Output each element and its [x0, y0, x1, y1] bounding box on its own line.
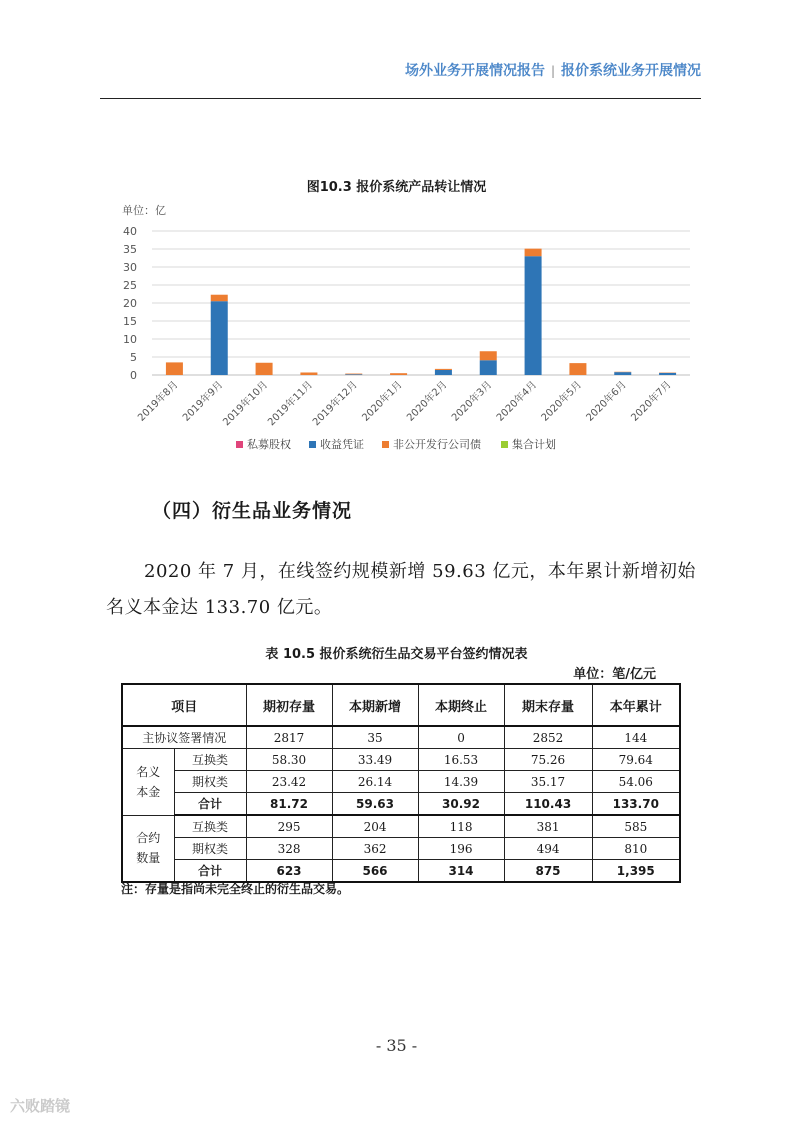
legend-swatch	[501, 441, 508, 448]
cell: 14.39	[418, 771, 504, 793]
header-item: 项目	[122, 684, 246, 726]
y-axis-label: 单位：亿	[122, 204, 166, 217]
y-tick-label: 10	[123, 333, 137, 346]
cell: 2817	[246, 726, 332, 749]
header-opening: 期初存量	[246, 684, 332, 726]
header-separator: |	[550, 64, 555, 78]
group-label-line: 数量	[136, 851, 161, 866]
bar-segment	[480, 360, 497, 375]
bar-segment	[569, 363, 586, 375]
cell: 0	[418, 726, 504, 749]
page-number: - 35 -	[375, 1036, 418, 1055]
row-label: 合计	[174, 860, 246, 883]
chart-title: 图10.3 报价系统产品转让情况	[306, 180, 487, 195]
cell: 295	[246, 815, 332, 838]
x-tick-label: 2020年2月	[405, 379, 450, 424]
bar-segment	[614, 372, 631, 375]
legend-label: 私募股权	[247, 438, 291, 451]
table-title: 表 10.5 报价系统衍生品交易平台签约情况表	[265, 647, 528, 662]
y-tick-label: 35	[123, 243, 137, 256]
y-tick-label: 0	[130, 369, 137, 382]
y-tick-label: 20	[123, 297, 137, 310]
bar-segment	[390, 373, 407, 375]
cell: 2852	[504, 726, 592, 749]
legend-swatch	[309, 441, 316, 448]
cell: 133.70	[592, 793, 680, 816]
x-tick-label: 2019年12月	[310, 379, 360, 429]
cell: 35.17	[504, 771, 592, 793]
x-tick-label: 2020年3月	[449, 379, 495, 424]
table-total-row	[122, 793, 680, 816]
cell: 204	[332, 815, 418, 838]
bar-segment	[345, 374, 362, 375]
cell: 810	[592, 838, 680, 860]
cell: 54.06	[592, 771, 680, 793]
row-label: 期权类	[174, 838, 246, 860]
cell: 1,395	[592, 860, 680, 883]
table-total-row	[122, 860, 680, 883]
x-tick-label: 2020年1月	[360, 379, 405, 424]
body-paragraph: 2020 年 7 月，在线签约规模新增 59.63 亿元，本年累计新增初始名义本金达 133.70 亿元。	[106, 561, 696, 618]
cell: 58.30	[246, 749, 332, 771]
x-tick-label: 2020年5月	[539, 379, 585, 424]
row-label: 期权类	[174, 771, 246, 793]
bar-segment	[300, 372, 317, 375]
cell: 35	[332, 726, 418, 749]
table-row	[122, 749, 680, 771]
header-closing: 期末存量	[504, 684, 592, 726]
cell: 30.92	[418, 793, 504, 816]
row-label: 主协议签署情况	[122, 726, 246, 749]
cell: 623	[246, 860, 332, 883]
table-row	[122, 838, 680, 860]
bar-segment	[435, 369, 452, 370]
cell: 23.42	[246, 771, 332, 793]
row-label: 互换类	[174, 749, 246, 771]
header-new: 本期新增	[332, 684, 418, 726]
bar-segment	[525, 256, 542, 375]
bar-segment	[211, 295, 228, 301]
cell: 110.43	[504, 793, 592, 816]
cell: 26.14	[332, 771, 418, 793]
x-tick-label: 2019年8月	[136, 379, 181, 424]
cell: 33.49	[332, 749, 418, 771]
y-tick-label: 40	[123, 225, 137, 238]
bar-segment	[345, 374, 362, 375]
section-heading: （四）衍生品业务情况	[152, 500, 353, 522]
cell: 875	[504, 860, 592, 883]
bar-segment	[211, 301, 228, 375]
header-terminated: 本期终止	[418, 684, 504, 726]
y-tick-label: 30	[123, 261, 137, 274]
table-header-row	[122, 684, 680, 726]
cell: 79.64	[592, 749, 680, 771]
y-tick-label: 25	[123, 279, 137, 292]
row-label: 合计	[174, 793, 246, 816]
cell: 144	[592, 726, 680, 749]
cell: 16.53	[418, 749, 504, 771]
x-tick-label: 2020年4月	[494, 379, 540, 424]
bar-segment	[435, 370, 452, 375]
derivatives-table	[121, 683, 681, 883]
table-note: 注：存量是指尚未完全终止的衍生品交易。	[121, 882, 350, 896]
cell: 59.63	[332, 793, 418, 816]
group-label-line: 名义	[136, 764, 161, 779]
group-label-line: 本金	[136, 784, 161, 799]
cell: 314	[418, 860, 504, 883]
legend-swatch	[236, 441, 243, 448]
cell: 328	[246, 838, 332, 860]
header-left-title: 场外业务开展情况报告	[404, 63, 545, 79]
group-label-contracts	[122, 815, 174, 882]
cell: 381	[504, 815, 592, 838]
x-tick-label: 2019年9月	[180, 379, 226, 424]
table-row	[122, 815, 680, 838]
legend-swatch	[382, 441, 389, 448]
x-tick-label: 2019年11月	[266, 379, 316, 429]
legend-label: 集合计划	[512, 438, 556, 451]
cell: 75.26	[504, 749, 592, 771]
y-tick-label: 15	[123, 315, 137, 328]
cell: 566	[332, 860, 418, 883]
header-ytd: 本年累计	[592, 684, 680, 726]
x-tick-label: 2019年10月	[221, 379, 271, 429]
cell: 494	[504, 838, 592, 860]
group-label-line: 合约	[136, 831, 161, 846]
bar-segment	[256, 363, 273, 375]
legend-label: 非公开发行公司债	[393, 438, 481, 451]
y-tick-label: 5	[130, 351, 137, 364]
header-right-title: 报价系统业务开展情况	[561, 63, 701, 79]
bar-segment	[659, 373, 676, 375]
group-label-notional	[122, 749, 174, 816]
cell: 585	[592, 815, 680, 838]
cell: 196	[418, 838, 504, 860]
watermark-logo: 六败踏镜	[10, 1097, 71, 1115]
table-unit: 单位：笔/亿元	[573, 667, 656, 682]
cell: 81.72	[246, 793, 332, 816]
x-tick-label: 2020年6月	[584, 379, 629, 424]
row-label: 互换类	[174, 815, 246, 838]
bar-segment	[166, 362, 183, 375]
bar-chart	[0, 0, 793, 470]
bar-segment	[525, 249, 542, 257]
table-row	[122, 771, 680, 793]
x-tick-label: 2020年7月	[629, 379, 674, 424]
cell: 362	[332, 838, 418, 860]
bar-segment	[480, 351, 497, 360]
table-row	[122, 726, 680, 749]
legend-label: 收益凭证	[320, 438, 364, 451]
cell: 118	[418, 815, 504, 838]
